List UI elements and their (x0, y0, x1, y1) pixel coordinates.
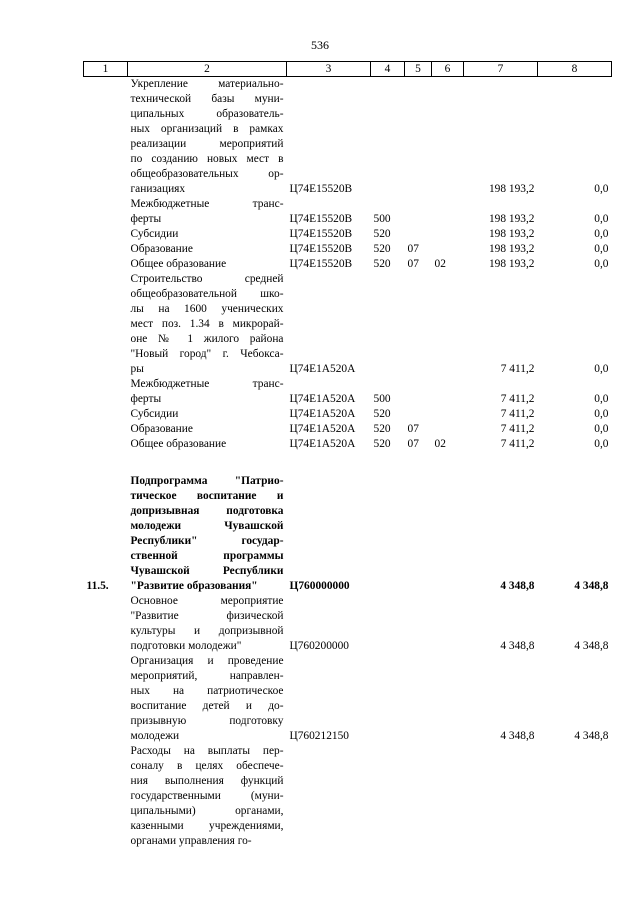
amount-col7: 4 348,8 (500, 580, 535, 592)
item-name (128, 377, 287, 407)
target-article-code: Ц760200000 (289, 640, 349, 652)
item-name-line: Основное мероприятие (130, 595, 284, 607)
item-name-line: лы на 1600 ученических (130, 303, 284, 315)
item-number (84, 654, 128, 744)
amount-col8: 0,0 (594, 363, 609, 375)
header-cell: 6 (432, 62, 464, 77)
target-article-code: Ц74Е1А520А (289, 438, 356, 450)
item-name-line: Подпрограмма "Патрио- (130, 475, 284, 487)
amount-col8: 4 348,8 (574, 640, 609, 652)
subsection-code (432, 654, 464, 744)
amount-col7: 198 193,2 (488, 228, 535, 240)
item-name (128, 437, 287, 452)
table-row (84, 422, 612, 437)
page-number: 536 (311, 38, 329, 52)
item-name-line: органами управления го- (130, 835, 252, 847)
amount-col8: 0,0 (594, 258, 609, 270)
item-name (128, 654, 287, 744)
item-name-line: тическое воспитание и (130, 490, 284, 502)
item-name-line: по созданию новых мест в (130, 153, 284, 165)
table-row (84, 377, 612, 407)
amount-col8: 0,0 (594, 408, 609, 420)
target-article-code: Ц74Е15520В (289, 228, 353, 240)
item-number (84, 407, 128, 422)
item-name (128, 594, 287, 654)
item-name-line: Укрепление материально- (130, 78, 284, 90)
item-number (84, 227, 128, 242)
subsection-code (432, 594, 464, 654)
item-name-line: подготовки молодежи" (130, 640, 242, 652)
item-name (128, 744, 287, 849)
item-name-line: технической базы муни- (130, 93, 284, 105)
item-name-line: ципальных образователь- (130, 108, 284, 120)
table-row (84, 744, 612, 849)
spacer-cell (84, 452, 612, 474)
section-code (405, 227, 432, 242)
subsection-code (432, 474, 464, 594)
item-name (128, 227, 287, 242)
item-name-line: Организация и проведение (130, 655, 284, 667)
item-name-line: Межбюджетные транс- (130, 198, 284, 210)
amount-col8: 0,0 (594, 228, 609, 240)
expense-type-code: 520 (373, 423, 391, 435)
item-name-line: молодежи Чувашской (130, 520, 284, 532)
item-name-line: молодежи (130, 730, 180, 742)
amount-col7: 7 411,2 (500, 393, 535, 405)
item-name-line: Субсидии (130, 228, 179, 240)
item-name-line: "Развитие физической (130, 610, 284, 622)
item-number (84, 257, 128, 272)
section-code (405, 744, 432, 849)
table-row (84, 407, 612, 422)
header-row (84, 62, 612, 77)
subsection-code (432, 407, 464, 422)
item-name-line: ры (130, 363, 144, 375)
expense-type-code (371, 654, 405, 744)
item-name-line: Расходы на выплаты пер- (130, 745, 284, 757)
table-row (84, 242, 612, 257)
header-cell: 8 (538, 62, 612, 77)
item-name (128, 257, 287, 272)
item-name-line: Республики" государ- (130, 535, 284, 547)
section-code (405, 272, 432, 377)
header-cell: 2 (128, 62, 287, 77)
expense-type-code: 520 (373, 228, 391, 240)
item-number (84, 197, 128, 227)
item-number (84, 594, 128, 654)
item-name-line: общеобразовательной шко- (130, 288, 284, 300)
amount-col8: 0,0 (594, 423, 609, 435)
item-number (84, 377, 128, 407)
table-row (84, 77, 612, 198)
section-code (405, 474, 432, 594)
item-name-line: мест поз. 1.34 в микрорай- (130, 318, 284, 330)
item-number (84, 437, 128, 452)
target-article-code: Ц74Е1А520А (289, 423, 356, 435)
target-article-code (287, 744, 371, 849)
spacer-row (84, 452, 612, 474)
item-name-line: "Развитие образования" (130, 580, 258, 592)
item-name-line: мероприятий, направлен- (130, 670, 284, 682)
budget-table (83, 61, 612, 849)
target-article-code: Ц74Е1А520А (289, 408, 356, 420)
amount-col7: 4 348,8 (500, 640, 535, 652)
item-name-line: Субсидии (130, 408, 179, 420)
subsection-code (432, 77, 464, 198)
item-name-line: Межбюджетные транс- (130, 378, 284, 390)
table-row (84, 197, 612, 227)
item-name (128, 272, 287, 377)
target-article-code: Ц74Е1А520А (289, 363, 356, 375)
amount-col7: 7 411,2 (500, 438, 535, 450)
item-name-line: культуры и допризывной (130, 625, 284, 637)
header-cell: 3 (287, 62, 371, 77)
expense-type-code (371, 272, 405, 377)
header-cell: 1 (84, 62, 128, 77)
table-header (84, 62, 612, 77)
amount-col7: 4 348,8 (500, 730, 535, 742)
item-name (128, 197, 287, 227)
item-name-line: воспитание детей и до- (130, 700, 284, 712)
item-name (128, 242, 287, 257)
item-name-line: Образование (130, 423, 193, 435)
amount-col8: 0,0 (594, 183, 609, 195)
expense-type-code: 520 (373, 258, 391, 270)
section-code (405, 407, 432, 422)
item-name-line: Общее образование (130, 438, 227, 450)
target-article-code: Ц74Е1А520А (289, 393, 356, 405)
item-name (128, 407, 287, 422)
table-row (84, 474, 612, 594)
amount-col7: 198 193,2 (488, 243, 535, 255)
item-name-line: реализации мероприятий (130, 138, 284, 150)
subsection-code (432, 422, 464, 437)
target-article-code: Ц74Е15520В (289, 243, 353, 255)
item-name-line: ственной программы (130, 550, 284, 562)
target-article-code: Ц760212150 (289, 730, 349, 742)
amount-col8: 4 348,8 (574, 730, 609, 742)
header-cell: 7 (464, 62, 538, 77)
target-article-code: Ц74Е15520В (289, 183, 353, 195)
item-name-line: государственными (муни- (130, 790, 284, 802)
table-row (84, 654, 612, 744)
item-number (84, 422, 128, 437)
item-name-line: ципальными) органами, (130, 805, 284, 817)
section-code: 07 (407, 243, 419, 255)
expense-type-code: 520 (373, 408, 391, 420)
expense-type-code (371, 77, 405, 198)
amount-col8: 0,0 (594, 393, 609, 405)
item-name-line: казенными учреждениями, (130, 820, 284, 832)
amount-col8: 0,0 (594, 213, 609, 225)
item-name-line: ферты (130, 213, 162, 225)
item-name-line: призывную подготовку (130, 715, 284, 727)
target-article-code: Ц760000000 (289, 580, 350, 592)
item-name-line: Строительство средней (130, 273, 284, 285)
item-number: 11.5. (86, 580, 109, 592)
amount-col8: 0,0 (594, 438, 609, 450)
item-name-line: ных на патриотическое (130, 685, 284, 697)
expense-type-code: 500 (373, 393, 391, 405)
expense-type-code: 520 (373, 438, 391, 450)
target-article-code: Ц74Е15520В (289, 213, 353, 225)
item-name (128, 77, 287, 198)
amount-col7 (464, 744, 538, 849)
item-name-line: ферты (130, 393, 162, 405)
item-name-line: соналу в целях обеспече- (130, 760, 284, 772)
section-code (405, 377, 432, 407)
section-code (405, 654, 432, 744)
amount-col8 (538, 744, 612, 849)
item-name-line: общеобразовательных ор- (130, 168, 284, 180)
expense-type-code (371, 594, 405, 654)
subsection-code (432, 272, 464, 377)
subsection-code (432, 242, 464, 257)
amount-col8: 0,0 (594, 243, 609, 255)
item-name-line: "Новый город" г. Чебокса- (130, 348, 284, 360)
amount-col7: 198 193,2 (488, 213, 535, 225)
item-name-line: Общее образование (130, 258, 227, 270)
section-code: 07 (407, 438, 419, 450)
amount-col7: 198 193,2 (488, 183, 535, 195)
table-row (84, 594, 612, 654)
subsection-code (432, 197, 464, 227)
expense-type-code: 520 (373, 243, 391, 255)
section-code (405, 197, 432, 227)
item-name (128, 474, 287, 594)
header-cell: 4 (371, 62, 405, 77)
subsection-code (432, 744, 464, 849)
item-name-line: оне № 1 жилого района (130, 333, 284, 345)
item-number (84, 744, 128, 849)
target-article-code: Ц74Е15520В (289, 258, 353, 270)
header-cell: 5 (405, 62, 432, 77)
amount-col7: 7 411,2 (500, 363, 535, 375)
section-code (405, 77, 432, 198)
table-row (84, 437, 612, 452)
subsection-code (432, 227, 464, 242)
item-number (84, 272, 128, 377)
item-number (84, 242, 128, 257)
item-name-line: Образование (130, 243, 193, 255)
table-row (84, 227, 612, 242)
expense-type-code (371, 744, 405, 849)
amount-col7: 7 411,2 (500, 408, 535, 420)
amount-col8: 4 348,8 (574, 580, 609, 592)
subsection-code: 02 (434, 258, 446, 270)
subsection-code (432, 377, 464, 407)
item-name-line: допризывная подготовка (130, 505, 284, 517)
item-name-line: ганизациях (130, 183, 186, 195)
expense-type-code: 500 (373, 213, 391, 225)
expense-type-code (371, 474, 405, 594)
section-code: 07 (407, 258, 419, 270)
table-row (84, 257, 612, 272)
section-code: 07 (407, 423, 419, 435)
table-row (84, 272, 612, 377)
section-code (405, 594, 432, 654)
amount-col7: 7 411,2 (500, 423, 535, 435)
item-name-line: Чувашской Республики (130, 565, 284, 577)
item-name-line: ных организаций в рамках (130, 123, 284, 135)
item-name (128, 422, 287, 437)
amount-col7: 198 193,2 (488, 258, 535, 270)
item-number (84, 77, 128, 198)
subsection-code: 02 (434, 438, 446, 450)
item-name-line: ния выполнения функций (130, 775, 284, 787)
table-body (84, 77, 612, 850)
